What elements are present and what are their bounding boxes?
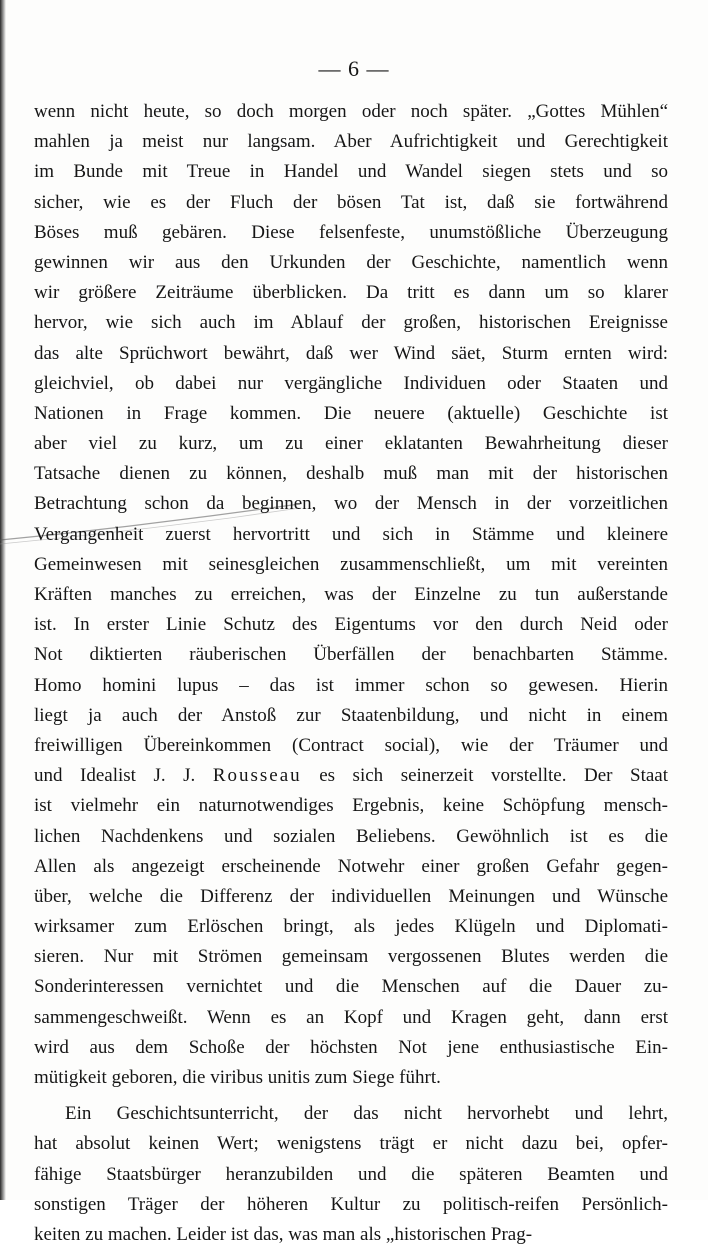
text-line: aber viel zu kurz, um zu einer eklatanten Bewahrheitung dieser	[34, 433, 668, 455]
text-line: keiten zu machen. Leider ist das, was man als „historischen Prag-	[34, 1223, 533, 1245]
text-line: wenn nicht heute, so doch morgen oder noch später. „Gottes Mühlen“	[34, 101, 668, 122]
text-line: Vergangenheit zuerst hervortritt und sich in Stämme und kleinere	[34, 523, 668, 545]
text-line: ist. In erster Linie Schutz des Eigentums vor den durch Neid oder	[34, 614, 668, 636]
text-line: sammengeschweißt. Wenn es an Kopf und Kragen geht, dann erst	[34, 1006, 668, 1028]
text-line: Ein Geschichtsunterricht, der das nicht hervorhebt und lehrt,	[65, 1103, 668, 1125]
text-line	[34, 761, 668, 791]
text-line: fähige Staatsbürger heranzubilden und die späteren Beamten und	[34, 1163, 668, 1185]
text-line: mahlen ja meist nur langsam. Aber Aufrichtigkeit und Gerechtigkeit	[34, 131, 668, 153]
text-line: liegt ja auch der Anstoß zur Staatenbildung, und nicht in einem	[34, 704, 668, 726]
text-line: wird aus dem Schoße der höchsten Not jene enthusiastische Ein-	[34, 1036, 668, 1058]
text-line: wir größere Zeiträume überblicken. Da tritt es dann um so klarer	[34, 282, 668, 304]
text-line: Allen als angezeigt erscheinende Notwehr einer großen Gefahr gegen-	[34, 855, 668, 877]
text-line: Homo homini lupus – das ist immer schon so gewesen. Hierin	[34, 674, 668, 696]
text-line: hervor, wie sich auch im Ablauf der großen, historischen Ereignisse	[34, 312, 668, 334]
page-binding-shadow	[0, 0, 6, 1200]
text-line: Gemeinwesen mit seinesgleichen zusammenschließt, um mit vereinten	[34, 553, 668, 575]
text-line: Betrachtung schon da beginnen, wo der Mensch in der vorzeitlichen	[34, 493, 668, 515]
body-text	[34, 97, 668, 1250]
text-line: Böses muß gebären. Diese felsenfeste, unumstößliche Überzeugung	[34, 221, 668, 243]
text-line: Not diktierten räuberischen Überfällen der benachbarten Stämme.	[34, 644, 668, 666]
paragraph-1	[34, 97, 668, 1093]
text-line: Kräften manches zu erreichen, was der Einzelne zu tun außerstande	[34, 584, 668, 605]
spaced-name: Rousseau	[212, 765, 302, 787]
text-line: sicher, wie es der Fluch der bösen Tat ist, daß sie fortwährend	[34, 191, 668, 213]
text-line: hat absolut keinen Wert; wenigstens trägt er nicht dazu bei, opfer-	[34, 1133, 668, 1155]
text-line: gewinnen wir aus den Urkunden der Geschichte, namentlich wenn	[34, 251, 668, 273]
text-segment: und Idealist J. J.	[34, 765, 213, 787]
text-line: lichen Nachdenkens und sozialen Beliebens. Gewöhnlich ist es die	[34, 825, 668, 847]
paragraph-2	[34, 1099, 668, 1250]
text-line: Tatsache dienen zu können, deshalb muß man mit der historischen	[34, 463, 668, 485]
text-line: das alte Sprüchwort bewährt, daß wer Wind säet, Sturm ernten wird:	[34, 342, 668, 364]
text-line: freiwilligen Übereinkommen (Contract social), wie der Träumer und	[34, 734, 668, 756]
text-line: über, welche die Differenz der individuellen Meinungen und Wünsche	[34, 885, 668, 907]
page-number: — 6 —	[318, 56, 390, 81]
text-line: gleichviel, ob dabei nur vergängliche Individuen oder Staaten und	[34, 372, 668, 394]
text-line: mütigkeit geboren, die viribus unitis zum Siege führt.	[34, 1067, 441, 1088]
text-line: im Bunde mit Treue in Handel und Wandel siegen stets und so	[34, 161, 668, 183]
text-line: sieren. Nur mit Strömen gemeinsam vergossenen Blutes werden die	[34, 946, 668, 968]
text-line: ist vielmehr ein naturnotwendiges Ergebnis, keine Schöpfung mensch-	[34, 795, 668, 817]
text-line: sonstigen Träger der höheren Kultur zu politisch-reifen Persönlich-	[34, 1193, 668, 1215]
text-segment: es sich seinerzeit vorstellte. Der Staat	[301, 765, 668, 787]
text-line: Nationen in Frage kommen. Die neuere (aktuelle) Geschichte ist	[34, 402, 668, 424]
text-line: Sonderinteressen vernichtet und die Menschen auf die Dauer zu-	[34, 976, 668, 998]
text-line: wirksamer zum Erlöschen bringt, als jedes Klügeln und Diplomati-	[34, 916, 668, 938]
